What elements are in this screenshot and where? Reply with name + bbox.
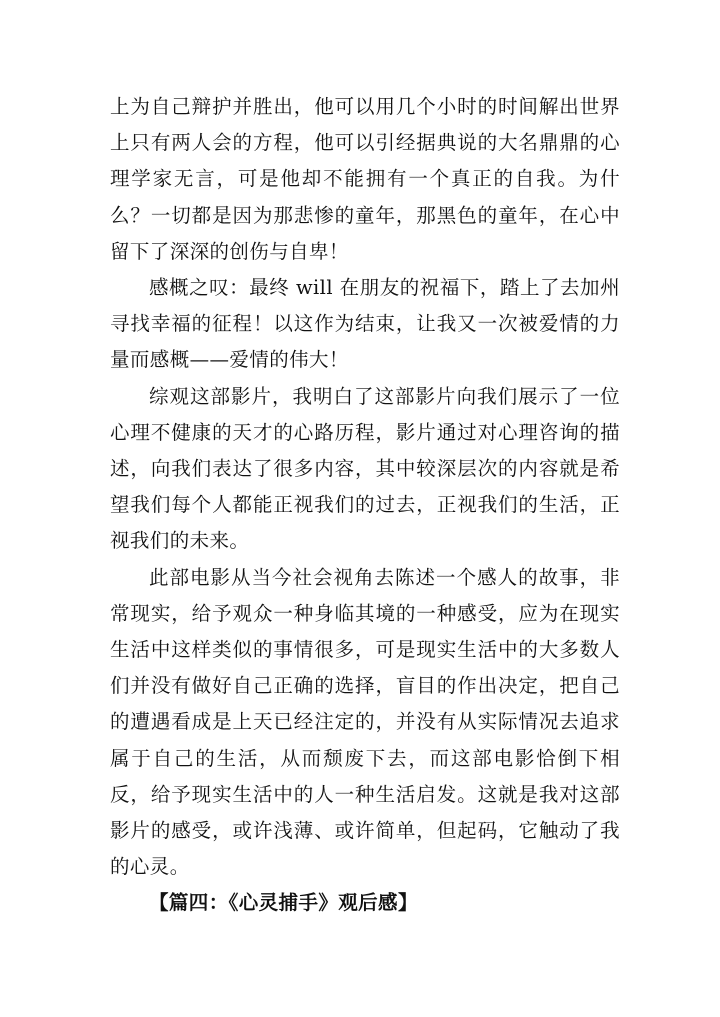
document-body [110,89,620,922]
section-heading: 【篇四：《心灵捕手》观后感】 [149,891,418,915]
paragraph-2: 感概之叹：最终 will 在朋友的祝福下，踏上了去加州寻找幸福的征程！以这作为结束，让我又一次被爱情的力量而感概——爱情的伟大！ [110,276,620,372]
paragraph-3: 综观这部影片，我明白了这部影片向我们展示了一位心理不健康的天才的心路历程，影片通过对心理咨询的描述，向我们表达了很多内容，其中较深层次的内容就是希望我们每个人都能正视我们的过去，正视我们的生活，正视我们的未来。 [110,384,620,553]
paragraph-1: 上为自己辩护并胜出，他可以用几个小时的时间解出世界上只有两人会的方程，他可以引经据典说的大名鼎鼎的心理学家无言，可是他却不能拥有一个真正的自我。为什么？一切都是因为那悲惨的童年，那黑色的童年，在心中留下了深深的创伤与自卑！ [110,95,620,263]
paragraph-4: 此部电影从当今社会视角去陈述一个感人的故事，非常现实，给予观众一种身临其境的一种感受，应为在现实生活中这样类似的事情很多，可是现实生活中的大多数人们并没有做好自己正确的选择，盲目的作出决定，把自己的遭遇看成是上天已经注定的，并没有从实际情况去追求属于自己的生活，从而颓废下去，而这部电影恰倒下相反，给予现实生活中的人一种生活启发。这就是我对这部影片的感受，或许浅薄、或许简单，但起码，它触动了我的心灵。 [110,565,620,879]
